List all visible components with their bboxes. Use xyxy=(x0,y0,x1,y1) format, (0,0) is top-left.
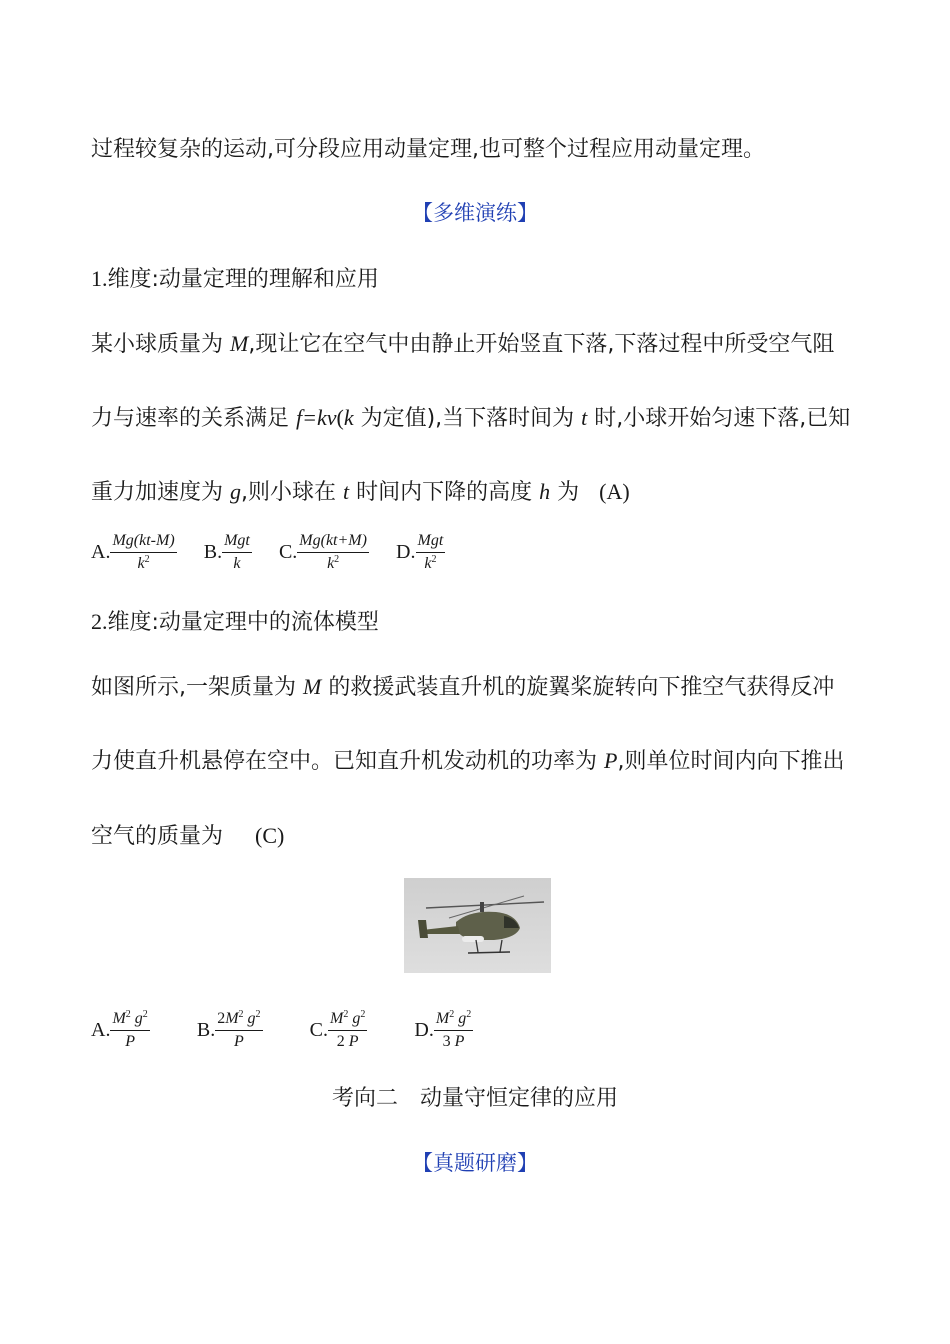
option-A xyxy=(91,532,177,573)
coefficient: 2 xyxy=(217,1010,226,1027)
fraction-numerator: $2M^2$ $g^2$ xyxy=(215,1010,262,1031)
fraction-numerator: $M^2$ $g^2$ xyxy=(328,1010,367,1031)
option-label: A. xyxy=(91,1019,111,1041)
fraction-denominator xyxy=(234,1031,244,1051)
var-P: P xyxy=(125,1033,135,1050)
var-g: g xyxy=(230,479,241,504)
text: 力使直升机悬停在空中。已知直升机发动机的功率为 xyxy=(91,749,604,774)
var-P: P xyxy=(348,1033,359,1050)
question1-answer: (A) xyxy=(599,479,630,504)
option-label: C. xyxy=(278,541,298,563)
exponent: 2 xyxy=(431,554,437,565)
question2-title xyxy=(91,608,379,637)
fraction-numerator: Mgt xyxy=(416,532,446,553)
text: 的救援武装直升机的旋翼桨旋转向下推空气获得反冲 xyxy=(321,675,835,700)
text: 为 xyxy=(550,480,580,505)
option-A xyxy=(91,1010,150,1051)
fraction-denominator: k xyxy=(327,555,335,572)
paragraph-intro: 过程较复杂的运动,可分段应用动量定理,也可整个过程应用动量定理。 xyxy=(91,137,765,162)
fraction xyxy=(434,1010,473,1051)
section-heading-real-exam: 【真题研磨】 xyxy=(412,1151,538,1175)
question1-line2 xyxy=(91,404,850,433)
text: ,则小球在 xyxy=(241,480,343,505)
fraction-denominator: k xyxy=(233,555,241,572)
question1-dimension: 维度:动量定理的理解和应用 xyxy=(107,267,379,292)
question2-options xyxy=(91,1010,495,1051)
option-C xyxy=(279,532,369,573)
var-k: k xyxy=(343,405,354,430)
fraction xyxy=(215,1010,262,1051)
question2-line3 xyxy=(91,822,284,851)
fraction-numerator: $M^2$ $g^2$ xyxy=(110,1010,149,1031)
option-B xyxy=(204,532,252,573)
text: ,则单位时间内向下推出 xyxy=(617,749,845,774)
text: 为定值),当下落时间为 xyxy=(353,406,582,431)
fraction xyxy=(328,1010,367,1051)
section-heading-practice: 【多维演练】 xyxy=(412,201,538,225)
text: 某小球质量为 xyxy=(91,332,230,357)
text: 如图所示,一架质量为 xyxy=(91,675,303,700)
option-label: B. xyxy=(203,541,223,563)
var-t: t xyxy=(581,405,588,430)
fraction-denominator xyxy=(125,1031,135,1051)
exponent: 2 xyxy=(144,554,150,565)
fraction-denominator xyxy=(337,1031,359,1051)
option-label: D. xyxy=(396,541,416,563)
question1-options xyxy=(91,532,467,573)
option-D xyxy=(414,1010,473,1051)
var-M: M xyxy=(303,674,322,699)
fraction xyxy=(110,532,176,573)
question2-number: 2. xyxy=(91,609,108,634)
fraction xyxy=(416,532,446,573)
question2-line2 xyxy=(91,747,844,776)
question1-line3 xyxy=(91,478,630,507)
var-P: P xyxy=(454,1033,465,1050)
text: 重力加速度为 xyxy=(91,480,230,505)
fraction-numerator: Mg(kt-M) xyxy=(110,532,176,553)
var-t: t xyxy=(343,479,350,504)
var-P: P xyxy=(604,748,618,773)
question1-number: 1. xyxy=(91,266,108,291)
text: 时,小球开始匀速下落,已知 xyxy=(587,406,851,431)
fraction-numerator: $M^2$ $g^2$ xyxy=(434,1010,473,1031)
fraction xyxy=(110,1010,149,1051)
fraction xyxy=(297,532,369,573)
fraction-numerator: Mgt xyxy=(222,532,252,553)
var-h: h xyxy=(539,479,551,504)
var-M: M xyxy=(230,331,249,356)
text: 时间内下降的高度 xyxy=(349,480,540,505)
question1-line1 xyxy=(91,330,834,359)
question2-dimension: 维度:动量定理中的流体模型 xyxy=(107,610,379,635)
option-label: B. xyxy=(196,1019,216,1041)
option-label: D. xyxy=(414,1019,434,1041)
formula-fkv: f=kv xyxy=(296,405,337,430)
fraction-numerator: Mg(kt+M) xyxy=(297,532,369,553)
option-D xyxy=(396,532,445,573)
fraction-denominator: k xyxy=(424,555,432,572)
fraction-denominator: k xyxy=(137,555,145,572)
text: 空气的质量为 xyxy=(91,824,224,849)
question1-title xyxy=(91,265,379,294)
option-label: A. xyxy=(91,541,111,563)
text: 力与速率的关系满足 xyxy=(91,406,296,431)
section-title-momentum-conservation: 考向二 动量守恒定律的应用 xyxy=(331,1086,618,1111)
helicopter-icon xyxy=(404,878,551,973)
option-B xyxy=(197,1010,263,1051)
fraction xyxy=(222,532,252,573)
exponent: 2 xyxy=(334,554,340,565)
coefficient: 2 xyxy=(336,1033,345,1050)
helicopter-image xyxy=(404,878,551,973)
fraction-denominator xyxy=(443,1031,465,1051)
coefficient: 3 xyxy=(442,1033,451,1050)
question2-answer: (C) xyxy=(255,823,285,848)
var-P: P xyxy=(233,1033,244,1050)
text: ,现让它在空气中由静止开始竖直下落,下落过程中所受空气阻 xyxy=(248,332,835,357)
question2-line1 xyxy=(91,673,834,702)
text: ( xyxy=(336,405,344,430)
option-label: C. xyxy=(309,1019,328,1041)
option-C xyxy=(310,1010,368,1051)
